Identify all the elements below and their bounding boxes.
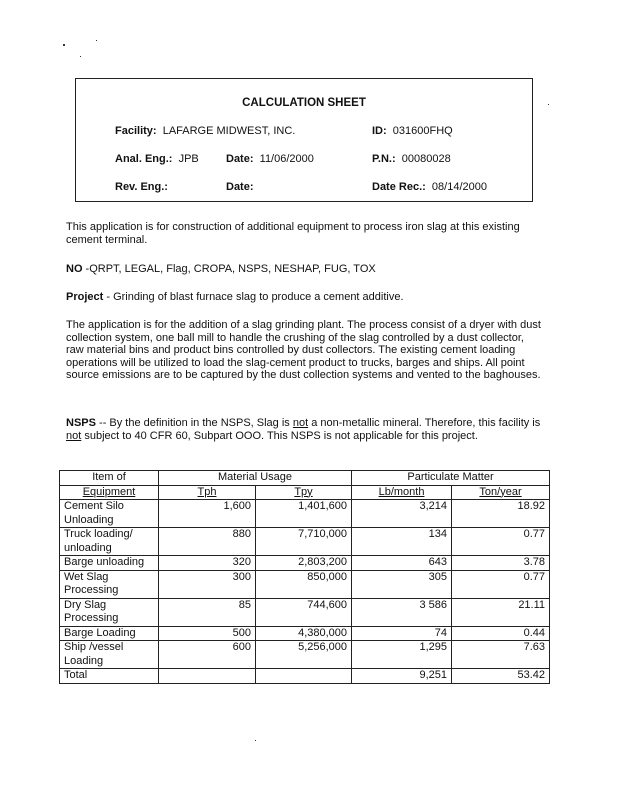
table-row [60, 570, 550, 598]
total-tph-empty [159, 669, 256, 684]
row-tph: 1,600 [159, 500, 256, 528]
row-lbmonth: 74 [352, 626, 452, 641]
anal-eng-value: JPB [178, 153, 199, 165]
date-label: Date: [226, 153, 254, 165]
group-header-particulate: Particulate Matter [352, 471, 550, 486]
no-text: -QRPT, LEGAL, Flag, CROPA, NSPS, NESHAP, FUG, TOX [82, 263, 376, 275]
row-tpy: 5,256,000 [256, 641, 352, 669]
nsps-not-2: not [66, 429, 82, 442]
row-item: Ship /vessel Loading [60, 641, 159, 669]
scan-speck [63, 44, 65, 46]
row-tpy: 2,803,200 [256, 556, 352, 571]
row-tonyear: 0.44 [452, 626, 550, 641]
table-column-header [60, 485, 550, 500]
group-header-material: Material Usage [159, 471, 352, 486]
rev-date-label: Date: [226, 181, 254, 193]
emissions-table [59, 470, 550, 684]
facility-value: LAFARGE MIDWEST, INC. [162, 125, 296, 137]
nsps-text-1: -- By the definition in the NSPS, Slag is [95, 417, 293, 429]
anal-eng-row [115, 153, 199, 165]
table-row [60, 626, 550, 641]
row-tph: 880 [159, 528, 256, 556]
rev-date-row [226, 181, 254, 193]
nsps-paragraph [66, 417, 544, 442]
scan-speck [80, 56, 81, 57]
date-rec-label: Date Rec.: [372, 181, 426, 193]
pn-label: P.N.: [372, 153, 396, 165]
id-row [372, 125, 453, 137]
total-tonyear: 53.42 [452, 669, 550, 684]
row-tpy: 850,000 [256, 570, 352, 598]
date-row [226, 153, 314, 165]
id-label: ID: [372, 125, 387, 137]
row-tpy: 4,380,000 [256, 626, 352, 641]
table-total-row [60, 669, 550, 684]
calculation-sheet-header [75, 78, 533, 202]
date-value: 11/06/2000 [259, 153, 314, 165]
pn-value: 00080028 [401, 153, 451, 165]
total-tpy-empty [256, 669, 352, 684]
project-text: - Grinding of blast furnace slag to produce a cement additive. [103, 291, 404, 303]
total-lbmonth: 9,251 [352, 669, 452, 684]
row-tonyear: 21.11 [452, 598, 550, 626]
row-lbmonth: 134 [352, 528, 452, 556]
row-tonyear: 0.77 [452, 570, 550, 598]
row-tonyear: 18.92 [452, 500, 550, 528]
col-header-tonyear: Ton/year [479, 485, 522, 498]
row-item: Cement Silo Unloading [60, 500, 159, 528]
row-tonyear: 7.63 [452, 641, 550, 669]
row-lbmonth: 1,295 [352, 641, 452, 669]
sheet-title: CALCULATION SHEET [242, 97, 366, 109]
col-header-lbmonth: Lb/month [378, 485, 425, 498]
description-paragraph: The application is for the addition of a slag grinding plant. The process consist of a dryer with dust collection system, one ball mill to handle the crushing of the slag controlled by a dust collector, raw material bins and product bins controlled by dust collectors. The existing cement loading operations will be utilized to load the slag-cement product to trucks, barges and ships. All point source emissions are to be captured by the dust collection systems and vented to the baghouses. [66, 319, 541, 382]
col-header-tpy: Tpy [294, 485, 313, 498]
table-row [60, 641, 550, 669]
row-tph: 500 [159, 626, 256, 641]
project-line [66, 291, 544, 304]
scan-speck [548, 104, 549, 105]
col-header-tph: Tph [197, 485, 217, 498]
row-lbmonth: 3 586 [352, 598, 452, 626]
id-value: 031600FHQ [392, 125, 453, 137]
row-tpy: 1,401,600 [256, 500, 352, 528]
intro-paragraph: This application is for construction of additional equipment to process iron slag at this existing cement terminal. [66, 221, 520, 246]
no-line [66, 263, 544, 276]
row-lbmonth: 643 [352, 556, 452, 571]
row-item: Dry Slag Processing [60, 598, 159, 626]
pn-row [372, 153, 451, 165]
row-item: Barge Loading [60, 626, 159, 641]
row-tph: 300 [159, 570, 256, 598]
table-group-header [60, 471, 550, 486]
table-row [60, 500, 550, 528]
facility-label: Facility: [115, 125, 157, 137]
facility-row [115, 125, 295, 137]
rev-eng-row [115, 181, 168, 193]
row-tonyear: 3.78 [452, 556, 550, 571]
table-row [60, 598, 550, 626]
nsps-label: NSPS [66, 417, 96, 429]
row-tph: 85 [159, 598, 256, 626]
project-label: Project [66, 291, 104, 303]
date-rec-value: 08/14/2000 [431, 181, 487, 193]
row-item: Barge unloading [60, 556, 159, 571]
scan-speck [255, 740, 256, 741]
no-label: NO [66, 263, 83, 275]
row-lbmonth: 3,214 [352, 500, 452, 528]
row-tph: 600 [159, 641, 256, 669]
row-lbmonth: 305 [352, 570, 452, 598]
col-header-equipment: Equipment [82, 485, 136, 498]
row-item: Truck loading/ unloading [60, 528, 159, 556]
row-tph: 320 [159, 556, 256, 571]
table-row [60, 556, 550, 571]
table-row [60, 528, 550, 556]
scan-speck [96, 40, 97, 41]
anal-eng-label: Anal. Eng.: [115, 153, 173, 165]
group-header-item: Item of [60, 471, 159, 486]
total-label: Total [60, 669, 159, 684]
nsps-not-1: not [292, 417, 309, 429]
nsps-text-3: subject to 40 CFR 60, Subpart OOO. This NSPS is not applicable for this project. [81, 429, 478, 442]
row-item: Wet Slag Processing [60, 570, 159, 598]
rev-eng-label: Rev. Eng.: [115, 181, 168, 193]
row-tpy: 744,600 [256, 598, 352, 626]
row-tpy: 7,710,000 [256, 528, 352, 556]
row-tonyear: 0.77 [452, 528, 550, 556]
date-rec-row [372, 181, 487, 193]
nsps-text-2: a non-metallic mineral. Therefore, this facility is [308, 417, 541, 429]
